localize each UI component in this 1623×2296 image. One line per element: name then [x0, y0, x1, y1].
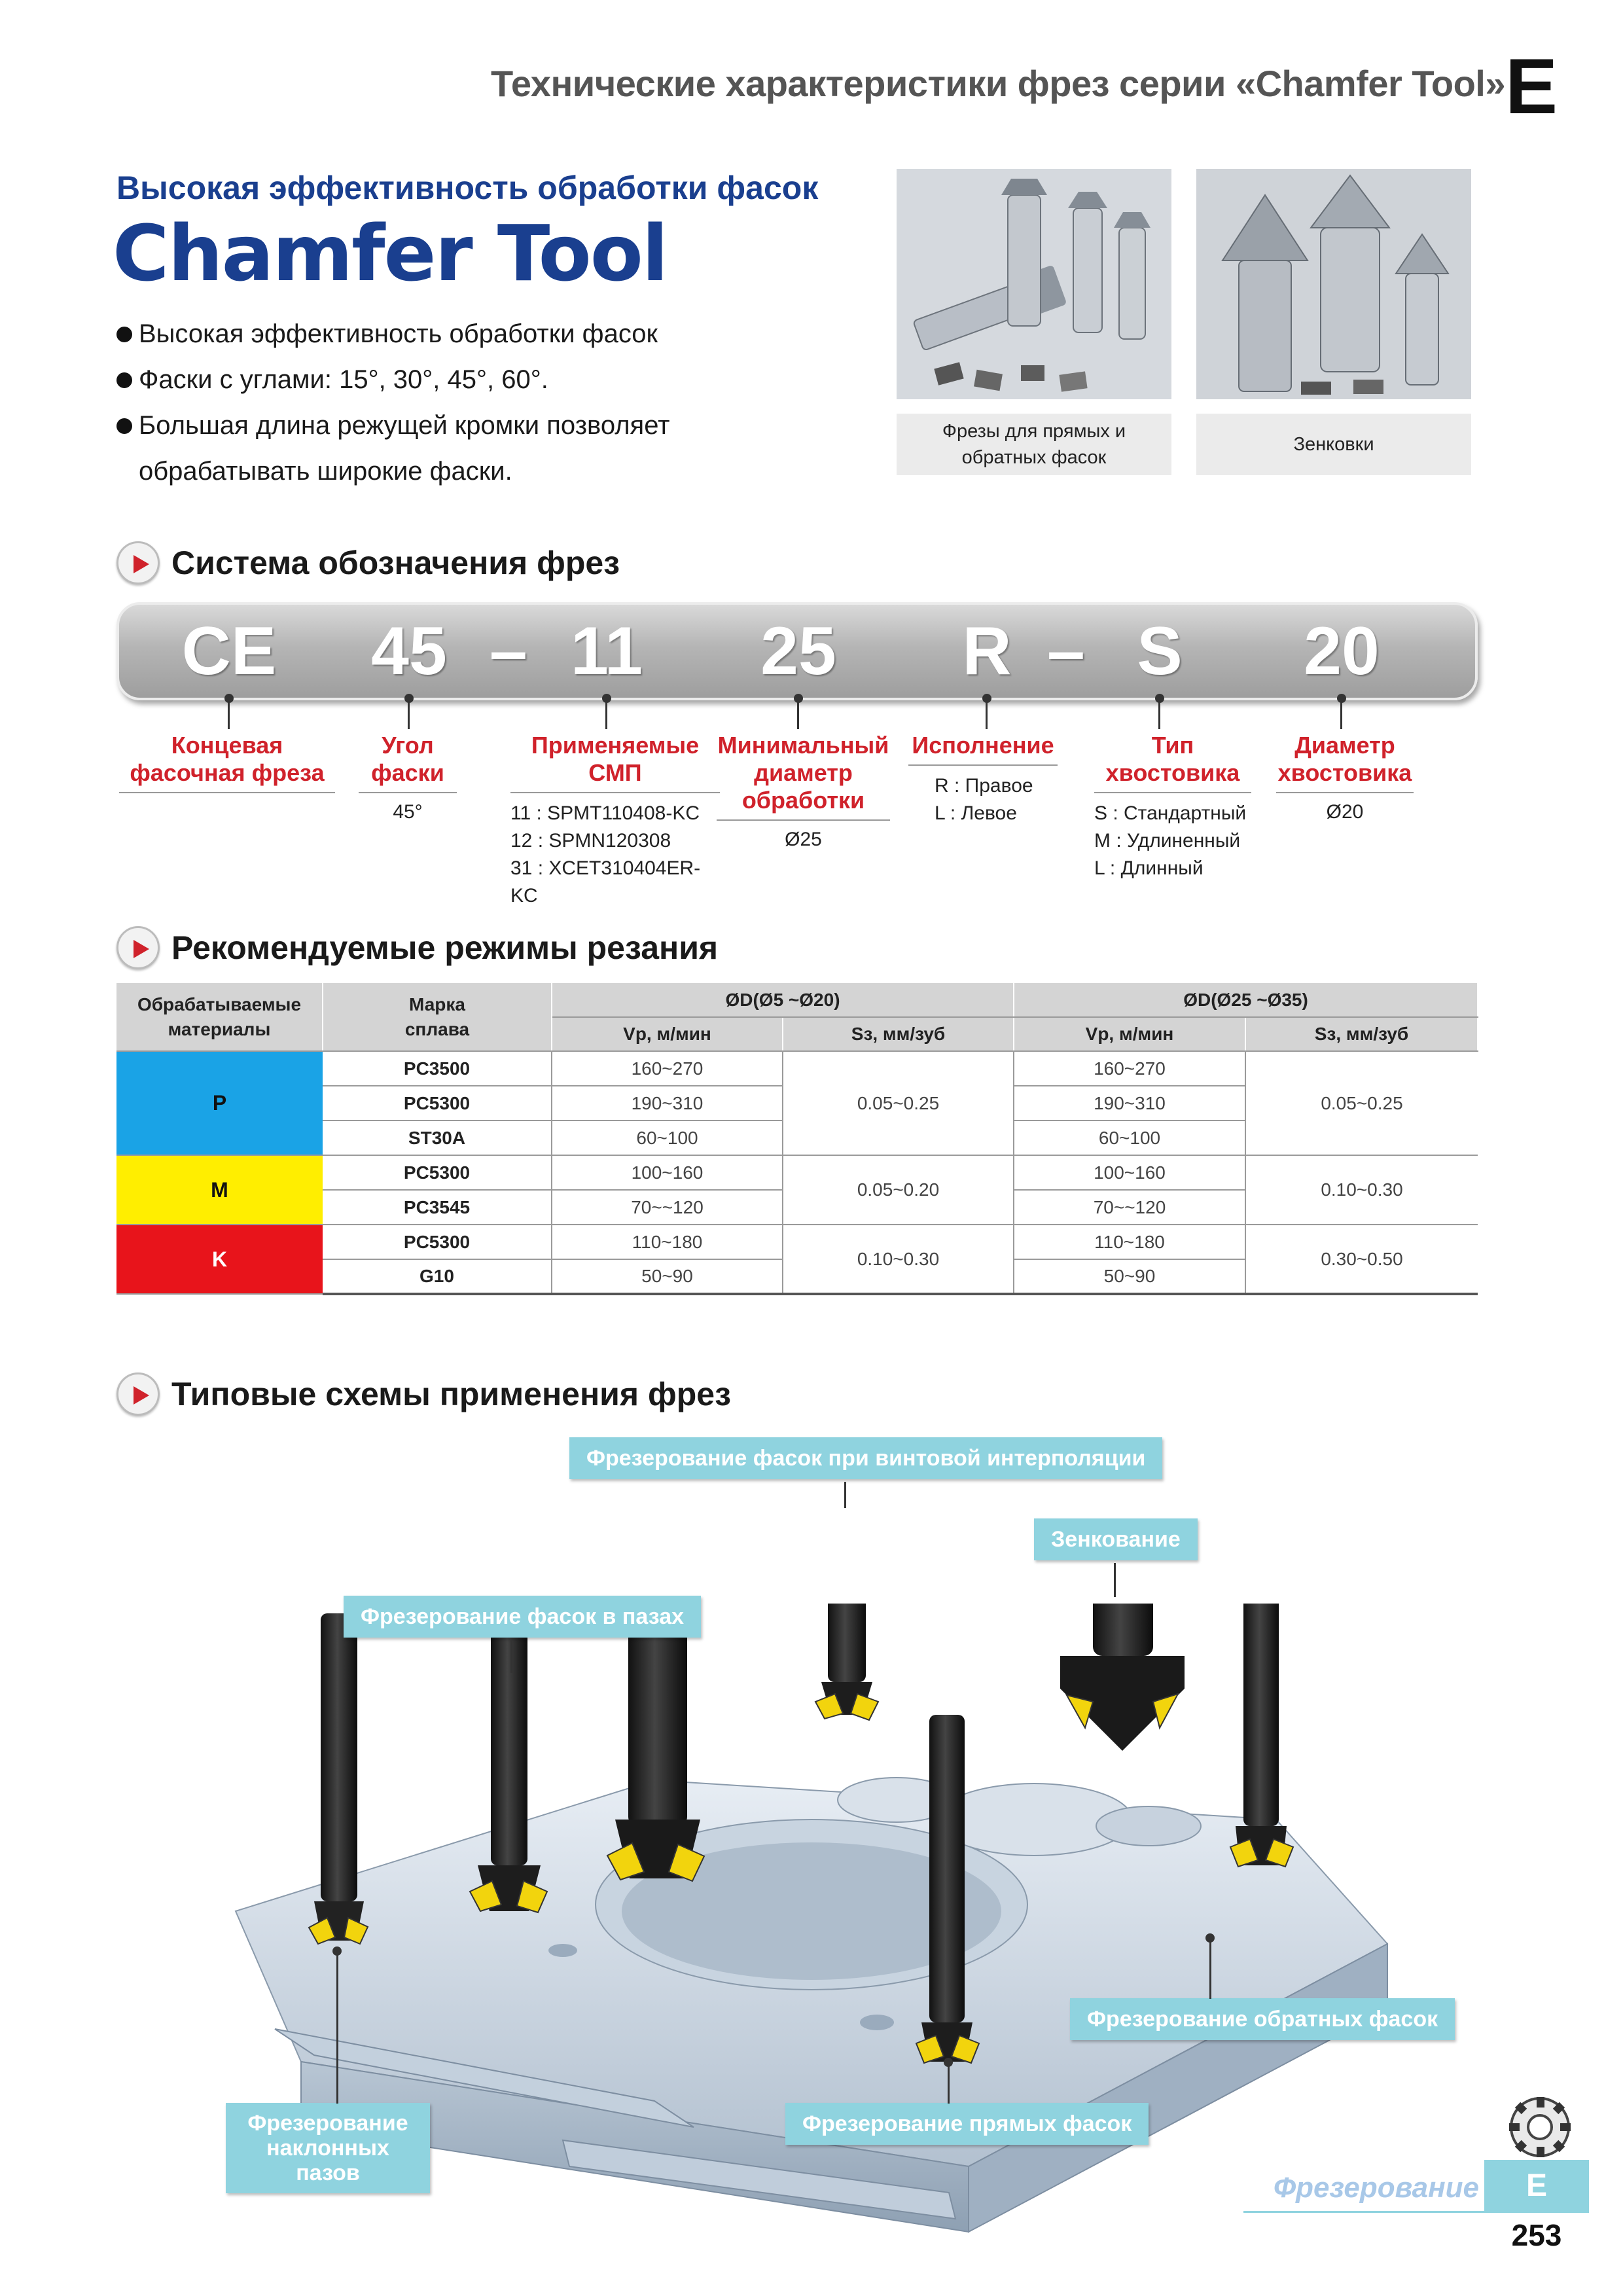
intro-subtitle: Высокая эффективность обработки фасок: [116, 170, 819, 206]
grade-cell: PC5300: [323, 1086, 552, 1121]
code-segment-min-diameter: 25: [760, 613, 836, 689]
header-range-large: ØD(Ø25 ~Ø35): [1014, 983, 1478, 1017]
chamfer-cutters-illustration: [897, 169, 1171, 399]
footer-divider: [1243, 2211, 1589, 2213]
designation-label: Минимальный диаметр обработки: [717, 732, 890, 821]
feature-item: Высокая эффективность обработки фасок: [116, 311, 869, 357]
designation-value: Ø25: [785, 829, 822, 850]
header-sz: Sз, мм/зуб: [1245, 1017, 1478, 1051]
designation-col-inserts: [510, 732, 720, 910]
designation-value: S : Стандартный: [1094, 802, 1247, 824]
designation-col-shank-type: [1094, 732, 1251, 882]
feature-list: [116, 311, 869, 494]
designation-values: [1094, 800, 1251, 882]
vp-cell: 190~310: [552, 1086, 783, 1121]
vp-cell: 100~160: [1014, 1155, 1245, 1190]
designation-col-shank-diameter: [1276, 732, 1414, 826]
header-range-small: ØD(Ø5 ~Ø20): [552, 983, 1014, 1017]
play-icon: [116, 541, 160, 584]
tool-back-chamfer: [1230, 1604, 1293, 1867]
countersinks-illustration: [1196, 169, 1471, 399]
vp-cell: 70~~120: [552, 1190, 783, 1225]
grade-cell: PC3545: [323, 1190, 552, 1225]
designation-label: Исполнение: [908, 732, 1058, 766]
designation-value: 31 : XCET310404ER-KC: [510, 857, 701, 906]
code-segment-shank-diameter: 20: [1304, 613, 1380, 689]
cutting-heading-text: Рекомендуемые режимы резания: [171, 929, 719, 966]
vp-cell: 160~270: [552, 1051, 783, 1086]
milling-cutter-icon: [1504, 2094, 1576, 2160]
table-row: [116, 1051, 1478, 1086]
material-k: K: [116, 1225, 323, 1294]
play-icon: [116, 926, 160, 969]
designation-value: R : Правое: [935, 775, 1033, 797]
code-dash: –: [490, 613, 527, 689]
vp-cell: 190~310: [1014, 1086, 1245, 1121]
vp-cell: 50~90: [1014, 1259, 1245, 1294]
footer-category: Фрезерование: [1273, 2172, 1479, 2204]
tool-countersink: [1060, 1604, 1185, 1751]
vp-cell: 100~160: [552, 1155, 783, 1190]
designation-value: L : Длинный: [1094, 857, 1204, 879]
header-material: Обрабатываемые материалы: [116, 983, 323, 1051]
code-segment-hand: R: [962, 613, 1012, 689]
callout-straight-chamfer: Фрезерование прямых фасок: [785, 2103, 1149, 2145]
applications-heading: [116, 1368, 731, 1420]
grade-cell: G10: [323, 1259, 552, 1294]
header-vp: Vp, м/мин: [1014, 1017, 1245, 1051]
vp-cell: 60~100: [1014, 1121, 1245, 1155]
tool-slot-chamfer-large: [607, 1604, 704, 1881]
designation-heading: [116, 537, 620, 589]
sz-cell: 0.30~0.50: [1245, 1225, 1478, 1294]
page-header-title: Технические характеристики фрез серии «Chamfer Tool»: [490, 63, 1505, 104]
cutting-heading: [116, 922, 718, 974]
designation-values: [908, 772, 1058, 827]
intro-title: Chamfer Tool: [113, 208, 668, 298]
designation-value: 12 : SPMN120308: [510, 830, 671, 852]
applications-heading-text: Типовые схемы применения фрез: [171, 1376, 731, 1412]
designation-value: Ø20: [1326, 801, 1364, 823]
grade-cell: PC5300: [323, 1225, 552, 1259]
tool-helical-interpolation: [815, 1604, 878, 1720]
designation-value: M : Удлиненный: [1094, 830, 1241, 852]
callout-back-chamfer: Фрезерование обратных фасок: [1070, 1998, 1455, 2040]
photo-caption-left: Фрезы для прямых и обратных фасок: [897, 414, 1171, 475]
designation-value: L : Левое: [935, 802, 1017, 824]
table-row: [116, 1155, 1478, 1190]
callout-inclined-text: Фрезерование наклонных пазов: [247, 2111, 408, 2185]
play-icon: [116, 1372, 160, 1416]
grade-cell: ST30A: [323, 1121, 552, 1155]
designation-heading-text: Система обозначения фрез: [171, 545, 620, 581]
designation-values: [510, 800, 720, 910]
vp-cell: 160~270: [1014, 1051, 1245, 1086]
header-sz: Sз, мм/зуб: [783, 1017, 1014, 1051]
designation-label: Тип хвостовика: [1094, 732, 1251, 793]
code-segment-type: CE: [181, 613, 277, 689]
header-vp: Vp, м/мин: [552, 1017, 783, 1051]
page-number: 253: [1511, 2218, 1562, 2252]
grade-cell: PC5300: [323, 1155, 552, 1190]
designation-label: Угол фаски: [359, 732, 457, 793]
vp-cell: 60~100: [552, 1121, 783, 1155]
sz-cell: 0.10~0.30: [1245, 1155, 1478, 1225]
material-p: P: [116, 1051, 323, 1155]
feature-item: Большая длина режущей кромки позволяет: [116, 403, 869, 448]
feature-item: Фаски с углами: 15°, 30°, 45°, 60°.: [116, 357, 869, 403]
code-segment-insert: 11: [571, 613, 643, 689]
designation-col-min-diameter: [717, 732, 890, 853]
callout-slots: Фрезерование фасок в пазах: [344, 1596, 701, 1638]
designation-col-type: [119, 732, 335, 793]
callout-helical: Фрезерование фасок при винтовой интерполяции: [569, 1437, 1162, 1479]
vp-cell: 50~90: [552, 1259, 783, 1294]
designation-value: 45°: [393, 801, 423, 823]
photo-caption-right: Зенковки: [1196, 414, 1471, 475]
vp-cell: 110~180: [552, 1225, 783, 1259]
section-letter: E: [1505, 43, 1558, 130]
callout-countersink: Зенкование: [1034, 1518, 1198, 1560]
designation-label: Диаметр хвостовика: [1276, 732, 1414, 793]
material-m: M: [116, 1155, 323, 1225]
code-dash: –: [1047, 613, 1085, 689]
designation-label: Концевая фасочная фреза: [119, 732, 335, 793]
chamfer-cutters-photo: [897, 169, 1171, 399]
grade-cell: PC3500: [323, 1051, 552, 1086]
sz-cell: 0.05~0.25: [783, 1051, 1014, 1155]
code-segment-shank-type: S: [1137, 613, 1183, 689]
code-segment-angle: 45: [371, 613, 447, 689]
sz-cell: 0.05~0.25: [1245, 1051, 1478, 1155]
countersinks-photo: [1196, 169, 1471, 399]
designation-label: Применяемые СМП: [510, 732, 720, 793]
vp-cell: 70~~120: [1014, 1190, 1245, 1225]
sz-cell: 0.10~0.30: [783, 1225, 1014, 1294]
callout-inclined-slots: [226, 2103, 430, 2193]
designation-col-angle: [359, 732, 457, 826]
table-row: [116, 1225, 1478, 1259]
header-grade: Марка сплава: [323, 983, 552, 1051]
vp-cell: 110~180: [1014, 1225, 1245, 1259]
feature-item-continuation: обрабатывать широкие фаски.: [139, 457, 512, 486]
footer-section-tab: E: [1484, 2160, 1589, 2212]
sz-cell: 0.05~0.20: [783, 1155, 1014, 1225]
cutting-conditions-table: [116, 983, 1478, 1295]
designation-value: 11 : SPMT110408-KC: [510, 802, 700, 824]
tool-slot-chamfer: [470, 1604, 547, 1912]
designation-col-hand: [908, 732, 1058, 827]
